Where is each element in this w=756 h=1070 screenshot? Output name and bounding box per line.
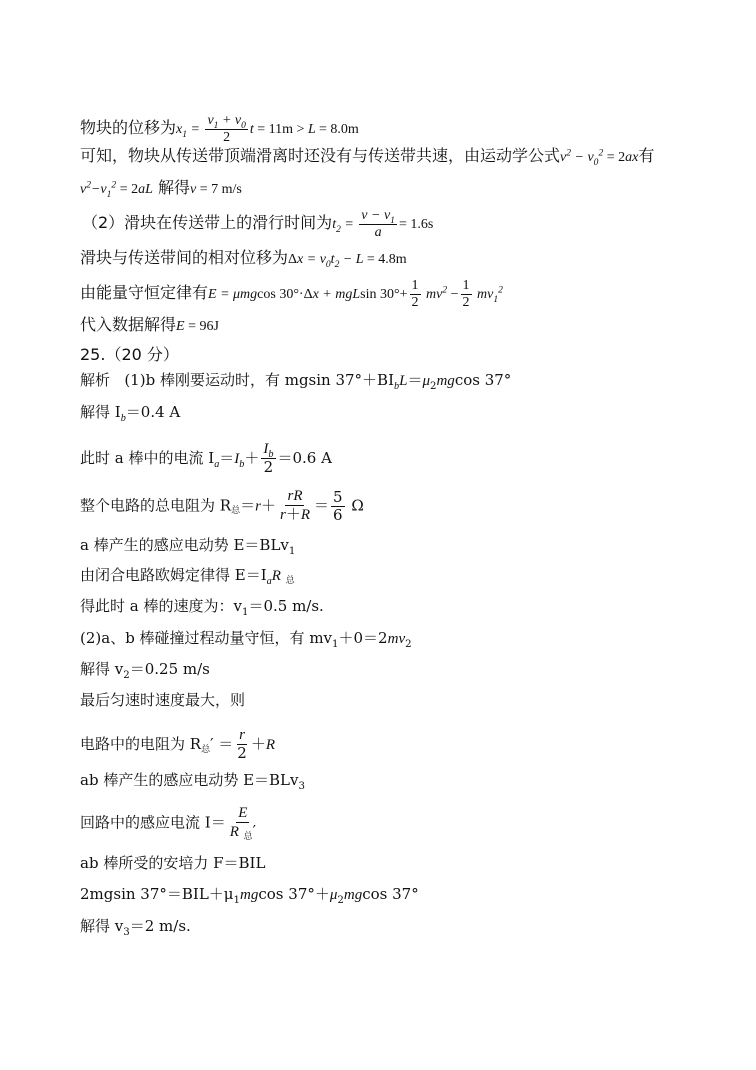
question-25-heading: 25.（20 分）: [80, 345, 179, 364]
line-current: 回路中的感应电流 I＝ $\frac{E}{R _总'}$: [80, 805, 257, 843]
line-ampere-force: ab 棒所受的安培力 F＝BIL: [80, 854, 266, 872]
line-result-E: 代入数据解得E = 96J: [80, 315, 219, 334]
line-energy: 由能量守恒定律有E = μmgcos 30°·Δx + mgLsin 30°+ $\frac{1}{2}$ $mv^2$ − $\frac{1}{2}$ $mv_1^2$: [80, 278, 503, 311]
line-v3: 解得 $v_3=2$ m/s.: [80, 917, 191, 938]
line-emf-a: a 棒产生的感应电动势 E＝BLv$_1$: [80, 536, 296, 557]
line-displacement: 物块的位移为$x_1$ = $\frac{v_1 + v_0}{2}$ t = 11m > L = 8.0m: [80, 113, 359, 146]
line-force-balance: 2mgsin $37^\circ=BIL+\mu_1mgcos$ $37^\circ+\mu_2mgcos$ 37°: [80, 885, 419, 906]
formula-x1: $x_1$ = $\frac{v_1 + v_0}{2}$ t = 11m > L = 8.0m: [176, 113, 359, 146]
line-resistance-2: 电路中的电阻为 $R_总'$ ＝ $\frac{r}{2}$ ＋R: [80, 727, 276, 763]
line-Ia: 此时 a 棒中的电流 $I_a=I_b+$ $\frac{I_b}{2}$ ＝0.6 A: [80, 441, 332, 477]
line-v2: 解得 $v_2=0.25$ m/s: [80, 660, 210, 681]
line-relative-displacement: 滑块与传送带间的相对位移为$\Delta x = v_0t_2 - L = 4.8m$: [80, 248, 407, 270]
line-solve-v: $v^2-v_1^2 = 2aL$ 解得v = 7 m/s: [80, 178, 242, 200]
line-emf-ab: ab 棒产生的感应电动势 E＝BLv$_3$: [80, 771, 305, 792]
line-total-resistance: 整个电路的总电阻为 $R_总=r+$ $\frac{rR}{r+R}$ ＝ $\frac{5}{6}$ Ω: [80, 487, 364, 524]
line-Ib: 解得 $I_b=0.4$ A: [80, 403, 181, 424]
line-kinematics: 可知，物块从传送带顶端滑离时还没有与传送带共速，由运动学公式$v^2 - v_0^2 = 2ax$有: [80, 146, 655, 168]
line-v1: 得此时 a 棒的速度为：$v_1=0.5$ m/s.: [80, 597, 324, 618]
line-max-speed: 最后匀速时速度最大，则: [80, 691, 246, 709]
line-ohms-law: 由闭合电路欧姆定律得 $E=I_aR$ $_总$: [80, 566, 295, 587]
line-time: （2）滑块在传送带上的滑行时间为$t_2$ = $\frac{v - v_1}{a}$ = 1.6s: [82, 208, 434, 241]
line-analysis-1: 解析 (1)b 棒刚要运动时，有 mgsin $37^\circ+BI_bL=\mu_2mgcos$ 37°: [80, 371, 512, 392]
formula-kinematics: $v^2 - v_0^2 = 2ax$: [560, 148, 639, 168]
line-momentum: (2)a、b 棒碰撞过程动量守恒，有 $mv_1+0=2mv_2$: [80, 629, 412, 650]
